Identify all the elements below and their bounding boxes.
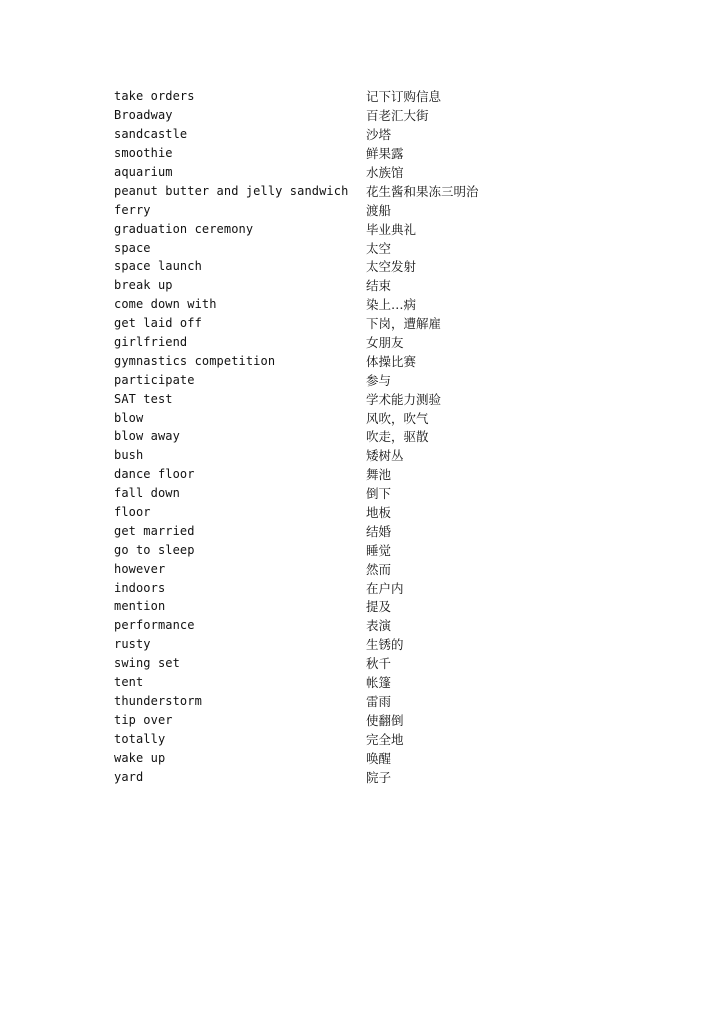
vocabulary-row <box>114 710 534 729</box>
english-term: smoothie <box>114 146 173 161</box>
english-term: yard <box>114 769 144 784</box>
chinese-meaning: 矮树丛 <box>366 448 404 464</box>
vocabulary-row <box>114 673 534 692</box>
english-term: blow <box>114 410 144 425</box>
chinese-meaning: 染上…病 <box>366 297 417 313</box>
chinese-meaning: 体操比赛 <box>366 353 417 369</box>
chinese-meaning: 参与 <box>366 372 392 388</box>
chinese-meaning: 在户内 <box>366 580 404 596</box>
vocabulary-row <box>114 389 534 408</box>
english-term: ferry <box>114 202 151 217</box>
vocabulary-row <box>114 729 534 748</box>
vocabulary-row <box>114 748 534 767</box>
english-term: performance <box>114 618 195 633</box>
chinese-meaning: 生锈的 <box>366 637 404 653</box>
vocabulary-list <box>114 87 534 786</box>
english-term: totally <box>114 731 166 746</box>
chinese-meaning: 吹走，驱散 <box>366 429 429 445</box>
vocabulary-row <box>114 333 534 352</box>
english-term: tent <box>114 675 144 690</box>
english-term: come down with <box>114 297 217 312</box>
english-term: dance floor <box>114 467 195 482</box>
vocabulary-row <box>114 238 534 257</box>
chinese-meaning: 鲜果露 <box>366 146 404 162</box>
chinese-meaning: 然而 <box>366 561 392 577</box>
vocabulary-row <box>114 521 534 540</box>
english-term: gymnastics competition <box>114 353 276 368</box>
chinese-meaning: 秋千 <box>366 656 392 672</box>
english-term: graduation ceremony <box>114 221 254 236</box>
english-term: blow away <box>114 429 180 444</box>
chinese-meaning: 结婚 <box>366 523 392 539</box>
chinese-meaning: 渡船 <box>366 202 392 218</box>
english-term: tip over <box>114 712 173 727</box>
vocabulary-row <box>114 276 534 295</box>
chinese-meaning: 使翻倒 <box>366 712 404 728</box>
vocabulary-row <box>114 503 534 522</box>
english-term: girlfriend <box>114 335 188 350</box>
chinese-meaning: 结束 <box>366 278 392 294</box>
vocabulary-row <box>114 635 534 654</box>
chinese-meaning: 风吹，吹气 <box>366 410 429 426</box>
chinese-meaning: 太空 <box>366 240 392 256</box>
vocabulary-row <box>114 616 534 635</box>
english-term: get married <box>114 523 195 538</box>
vocabulary-row <box>114 87 534 106</box>
chinese-meaning: 睡觉 <box>366 542 392 558</box>
chinese-meaning: 帐篷 <box>366 675 392 691</box>
english-term: go to sleep <box>114 542 195 557</box>
english-term: space <box>114 240 151 255</box>
vocabulary-row <box>114 540 534 559</box>
vocabulary-row <box>114 181 534 200</box>
vocabulary-row <box>114 578 534 597</box>
english-term: aquarium <box>114 165 173 179</box>
chinese-meaning: 水族馆 <box>366 165 404 180</box>
english-term: bush <box>114 448 144 463</box>
chinese-meaning: 雷雨 <box>366 693 392 709</box>
chinese-meaning: 表演 <box>366 618 392 634</box>
english-term: break up <box>114 278 173 293</box>
chinese-meaning: 倒下 <box>366 486 392 502</box>
chinese-meaning: 女朋友 <box>366 335 404 351</box>
english-term: take orders <box>114 89 195 104</box>
english-term: wake up <box>114 750 166 765</box>
vocabulary-row <box>114 163 534 182</box>
chinese-meaning: 沙塔 <box>366 127 392 143</box>
vocabulary-row <box>114 408 534 427</box>
vocabulary-row <box>114 351 534 370</box>
chinese-meaning: 提及 <box>366 599 392 615</box>
vocabulary-row <box>114 597 534 616</box>
english-term: get laid off <box>114 316 202 331</box>
english-term: swing set <box>114 656 180 671</box>
chinese-meaning: 毕业典礼 <box>366 221 417 237</box>
chinese-meaning: 记下订购信息 <box>366 89 442 105</box>
vocabulary-row <box>114 295 534 314</box>
vocabulary-row <box>114 314 534 333</box>
chinese-meaning: 下岗，遭解雇 <box>366 316 442 332</box>
english-term: indoors <box>114 580 166 595</box>
english-term: however <box>114 561 166 576</box>
vocabulary-row <box>114 125 534 144</box>
english-term: sandcastle <box>114 127 188 142</box>
english-term: participate <box>114 372 195 387</box>
english-term: mention <box>114 599 166 614</box>
vocabulary-row <box>114 465 534 484</box>
english-term: space launch <box>114 259 202 274</box>
vocabulary-row <box>114 427 534 446</box>
english-term: rusty <box>114 637 151 652</box>
english-term: peanut butter and jelly sandwich <box>114 183 349 198</box>
vocabulary-row <box>114 106 534 125</box>
vocabulary-row <box>114 219 534 238</box>
english-term: Broadway <box>114 108 173 123</box>
chinese-meaning: 院子 <box>366 769 392 785</box>
english-term: fall down <box>114 486 180 501</box>
vocabulary-row <box>114 767 534 786</box>
vocabulary-row <box>114 200 534 219</box>
chinese-meaning: 太空发射 <box>366 259 417 275</box>
vocabulary-row <box>114 370 534 389</box>
vocabulary-row <box>114 559 534 578</box>
vocabulary-row <box>114 484 534 503</box>
chinese-meaning: 完全地 <box>366 731 404 747</box>
vocabulary-row <box>114 654 534 673</box>
chinese-meaning: 花生酱和果冻三明治 <box>366 183 479 199</box>
english-term: floor <box>114 505 151 520</box>
chinese-meaning: 地板 <box>366 505 392 521</box>
english-term: SAT test <box>114 391 173 406</box>
chinese-meaning: 舞池 <box>366 467 392 483</box>
vocabulary-row <box>114 446 534 465</box>
chinese-meaning: 百老汇大街 <box>366 108 429 124</box>
vocabulary-row <box>114 692 534 711</box>
english-term: thunderstorm <box>114 693 202 708</box>
vocabulary-row <box>114 144 534 163</box>
chinese-meaning: 学术能力测验 <box>366 391 442 407</box>
chinese-meaning: 唤醒 <box>366 750 392 766</box>
vocabulary-row <box>114 257 534 276</box>
